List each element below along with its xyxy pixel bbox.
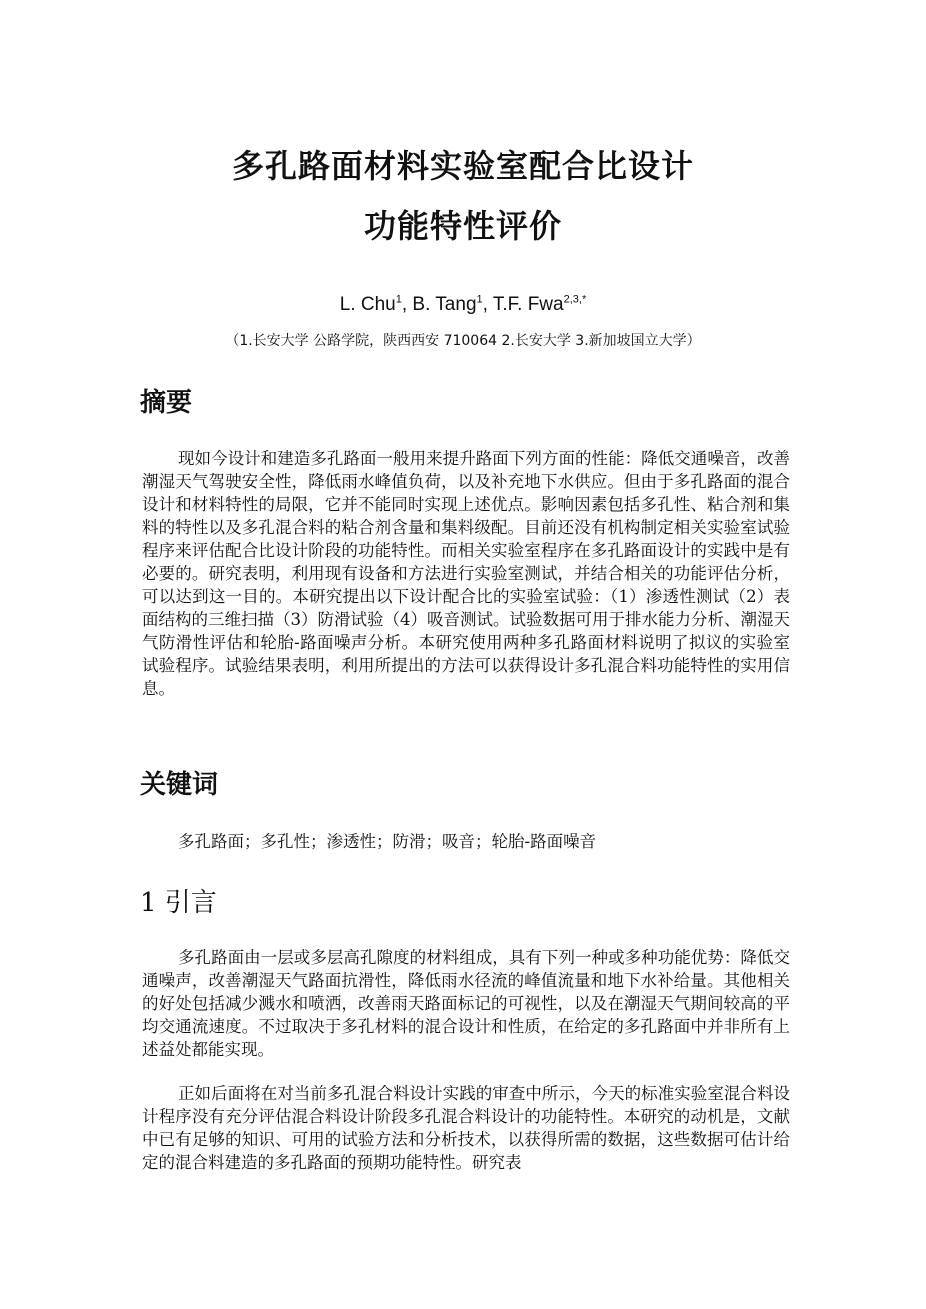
author-affiliation-mark: 1 — [395, 293, 402, 306]
introduction-paragraph: 多孔路面由一层或多层高孔隙度的材料组成，具有下列一种或多种功能优势：降低交通噪声，改善潮湿天气路面抗滑性，降低雨水径流的峰值流量和地下水补给量。其他相关的好处包括减少溅水和喷洒，改善雨天路面标记的可视性，以及在潮湿天气期间较高的平均交通流速度。不过取决于多孔材料的混合设计和性质，在给定的多孔路面中并非所有上述益处都能实现。 — [142, 948, 790, 1059]
affiliations: （1.长安大学 公路学院，陕西西安 710064 2.长安大学 3.新加坡国立大学） — [225, 333, 701, 349]
author-name: L. Chu — [339, 294, 396, 315]
keywords-text: 多孔路面；多孔性；渗透性；防滑；吸音；轮胎-路面噪音 — [178, 832, 597, 851]
author-name: B. Tang — [412, 294, 477, 315]
paper-title-line-1: 多孔路面材料实验室配合比设计 — [231, 147, 694, 185]
abstract-paragraph: 现如今设计和建造多孔路面一般用来提升路面下列方面的性能：降低交通噪音，改善潮湿天气驾驶安全性，降低雨水峰值负荷，以及补充地下水供应。但由于多孔路面的混合设计和材料特性的局限，它并不能同时实现上述优点。影响因素包括多孔性、粘合剂和集料的特性以及多孔混合料的粘合剂含量和集料级配。目前还没有机构制定相关实验室试验程序来评估配合比设计阶段的功能特性。而相关实验室程序在多孔路面设计的实践中是有必要的。研究表明，利用现有设备和方法进行实验室测试，并结合相关的功能评估分析，可以达到这一目的。本研究提出以下设计配合比的实验室试验：（1）渗透性测试（2）表面结构的三维扫描（3）防滑试验（4）吸音测试。试验数据可用于排水能力分析、潮湿天气防滑性评估和轮胎-路面噪声分析。本研究使用两种多孔路面材料说明了拟议的实验室试验程序。试验结果表明，利用所提出的方法可以获得设计多孔混合料功能特性的实用信息。 — [142, 449, 790, 698]
author-separator: , — [401, 294, 413, 315]
paper-title-line-2: 功能特性评价 — [363, 207, 562, 245]
introduction-paragraph: 正如后面将在对当前多孔混合料设计实践的审查中所示，今天的标准实验室混合料设计程序没有充分评估混合料设计阶段多孔混合料设计的功能特性。本研究的动机是，文献中已有足够的知识、可用的试验方法和分析技术，以获得所需的数据，这些数据可估计给定的混合料建造的多孔路面的预期功能特性。研究表 — [142, 1084, 790, 1172]
author-name: T.F. Fwa — [492, 294, 564, 315]
introduction-heading: 1 引言 — [140, 888, 217, 918]
author-list — [0, 292, 926, 318]
keywords-heading: 关键词 — [140, 770, 219, 800]
author-separator: , — [482, 294, 493, 315]
abstract-heading: 摘要 — [140, 388, 193, 418]
author-affiliation-mark: 1 — [476, 293, 483, 306]
author-affiliation-mark: 2,3,* — [563, 293, 587, 306]
